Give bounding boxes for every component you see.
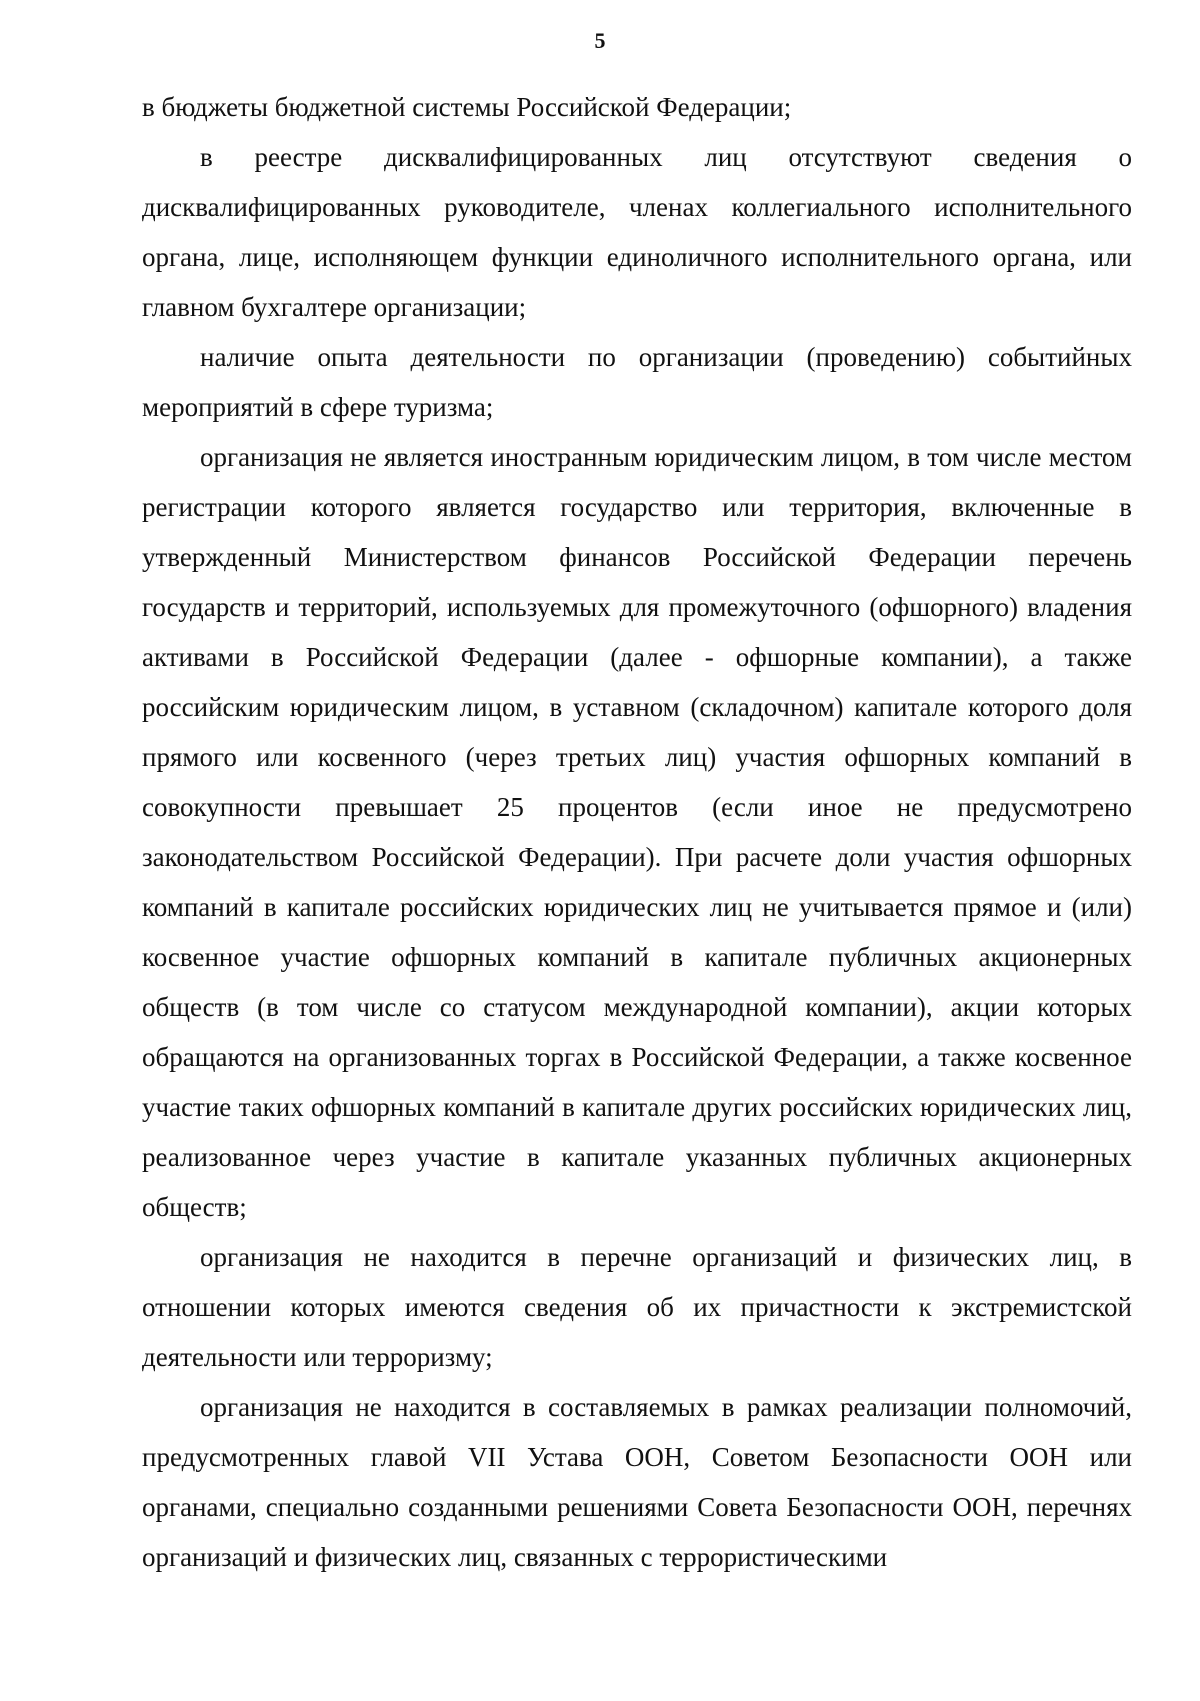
paragraph-budget-continuation: в бюджеты бюджетной системы Российской Федерации; — [142, 92, 792, 122]
paragraph-event-experience: наличие опыта деятельности по организации (проведению) событийных мероприятий в сфере туризма; — [142, 342, 1132, 422]
document-body — [142, 82, 1132, 1582]
paragraph-disqualified-registry: в реестре дисквалифицированных лиц отсутствуют сведения о дисквалифицированных руководителе, членах коллегиального исполнительного органа, лице, исполняющем функции единоличного исполнительного органа, или главном бухгалтере организации; — [142, 142, 1132, 322]
paragraph-offshore-companies: организация не является иностранным юридическим лицом, в том числе местом регистрации которого является государство или территория, включенные в утвержденный Министерством финансов Российской Федерации перечень государств и территорий, используемых для промежуточного (офшорного) владения активами в Российской Федерации (далее - офшорные компании), а также российским юридическим лицом, в уставном (складочном) капитале которого доля прямого или косвенного (через третьих лиц) участия офшорных компаний в совокупности превышает 25 процентов (если иное не предусмотрено законодательством Российской Федерации). При расчете доли участия офшорных компаний в капитале российских юридических лиц не учитывается прямое и (или) косвенное участие офшорных компаний в капитале публичных акционерных обществ (в том числе со статусом международной компании), акции которых обращаются на организованных торгах в Российской Федерации, а также косвенное участие таких офшорных компаний в капитале других российских юридических лиц, реализованное через участие в капитале указанных публичных акционерных обществ; — [142, 442, 1132, 1222]
page-number: 5 — [594, 28, 606, 53]
paragraph-un-security-council: организация не находится в составляемых в рамках реализации полномочий, предусмотренных главой VII Устава ООН, Советом Безопасности ООН или органами, специально созданными решениями Совета Безопасности ООН, перечнях организаций и физических лиц, связанных с террористическими — [142, 1392, 1132, 1572]
paragraph-extremism-list: организация не находится в перечне организаций и физических лиц, в отношении которых имеются сведения об их причастности к экстремистской деятельности или терроризму; — [142, 1242, 1132, 1372]
